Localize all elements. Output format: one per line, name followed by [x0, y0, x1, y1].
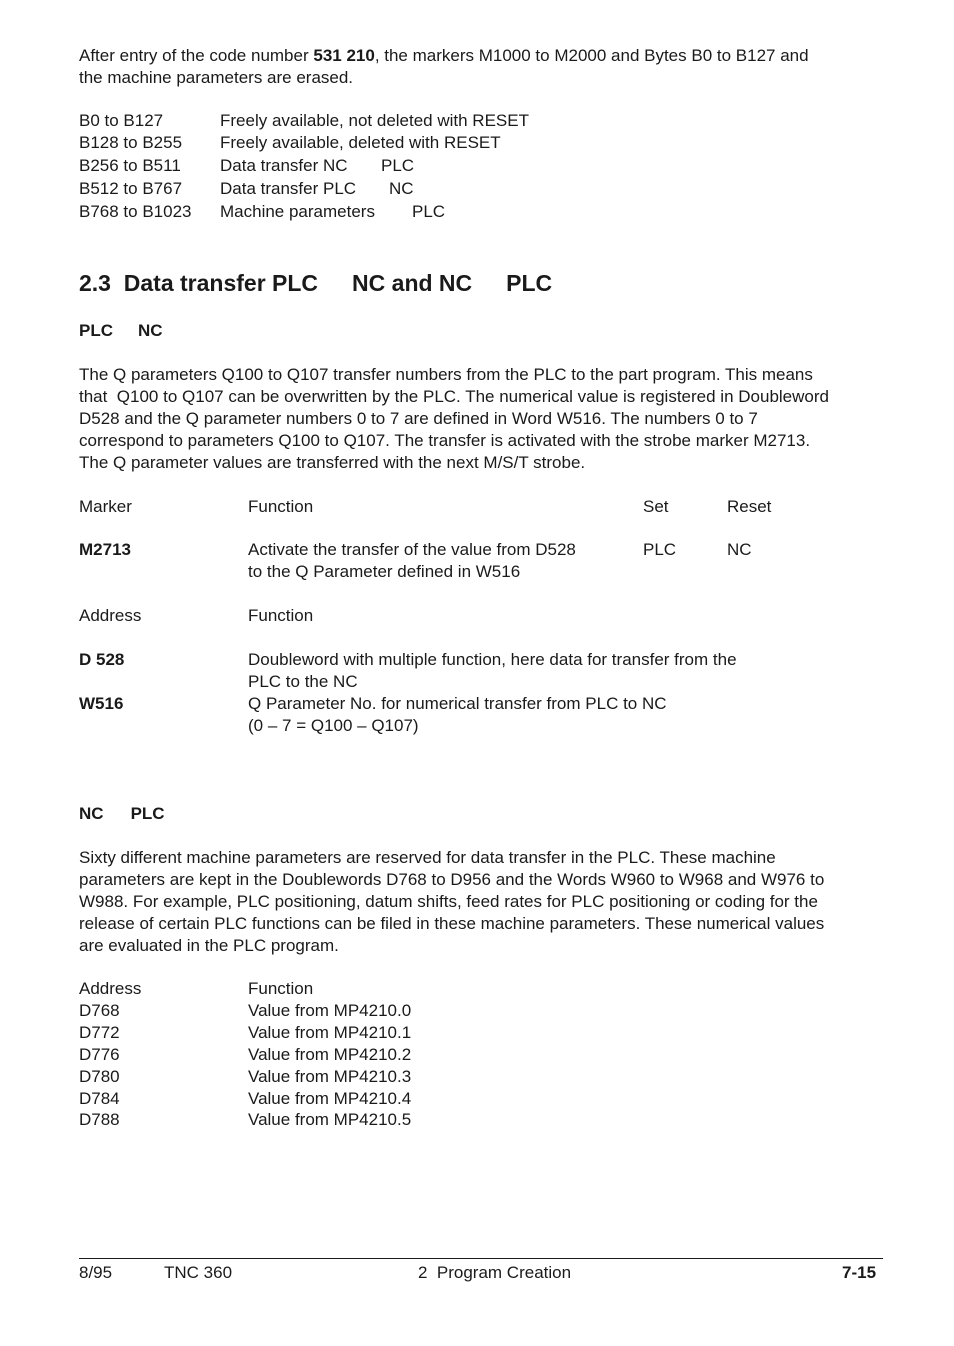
subheading-part: PLC [79, 321, 113, 340]
address-function-line2: (0 – 7 = Q100 – Q107) [248, 716, 419, 735]
col-set: Set [643, 497, 669, 516]
mp-table-header [79, 978, 879, 1000]
mp-function: Value from MP4210.1 [248, 1023, 412, 1042]
byte-row [79, 178, 879, 200]
byte-range: B768 to B1023 [79, 202, 192, 221]
subheading-nc-plc [79, 803, 165, 825]
section-title-a: Data transfer PLC [123, 270, 319, 296]
mp-function: Value from MP4210.3 [248, 1067, 412, 1086]
section-number: 2.3 [79, 270, 111, 296]
address-id: W516 [79, 694, 124, 713]
marker-id: M2713 [79, 540, 131, 559]
byte-range: B128 to B255 [79, 133, 183, 152]
mp-function: Value from MP4210.0 [248, 1001, 412, 1020]
intro-paragraph [79, 45, 879, 89]
footer-chapter: 2 Program Creation [418, 1263, 572, 1282]
mp-table-row [79, 1109, 879, 1131]
para-line: The Q parameters Q100 to Q107 transfer numbers from the PLC to the part program. This means [79, 365, 813, 384]
mp-address: D772 [79, 1023, 120, 1042]
footer-date: 8/95 [79, 1263, 113, 1282]
code-number: 531 210 [313, 46, 375, 65]
byte-range: B256 to B511 [79, 156, 181, 175]
mp-address: D788 [79, 1110, 120, 1129]
col-address: Address [79, 606, 142, 625]
mp-address: D768 [79, 1001, 120, 1020]
footer-model: TNC 360 [164, 1263, 233, 1282]
nc-plc-paragraph [79, 847, 879, 957]
para-line: release of certain PLC functions can be filed in these machine parameters. These numerical values [79, 914, 825, 933]
section-title-c: PLC [506, 270, 553, 296]
para-line: that Q100 to Q107 can be overwritten by the PLC. The numerical value is registered in Doubleword [79, 387, 829, 406]
mp-table-row [79, 1044, 879, 1066]
subheading-part: NC [79, 804, 104, 823]
address-table-header [79, 605, 879, 627]
col-reset: Reset [727, 497, 772, 516]
byte-row [79, 201, 879, 223]
mp-table-row [79, 1022, 879, 1044]
marker-reset: NC [727, 540, 752, 559]
address-function-line1: Q Parameter No. for numerical transfer from PLC to NC [248, 694, 667, 713]
para-line: parameters are kept in the Doublewords D768 to D956 and the Words W960 to W968 and W976 to [79, 870, 825, 889]
mp-address: D784 [79, 1089, 120, 1108]
para-line: W988. For example, PLC positioning, datum shifts, feed rates for PLC positioning or coding for the [79, 892, 818, 911]
byte-desc: Freely available, deleted with RESET [220, 133, 501, 152]
byte-direction: PLC [381, 156, 415, 175]
para-line: D528 and the Q parameter numbers 0 to 7 are defined in Word W516. The numbers 0 to 7 [79, 409, 758, 428]
byte-direction: PLC [412, 202, 446, 221]
address-function-line2: PLC to the NC [248, 672, 358, 691]
para-line: The Q parameter values are transferred with the next M/S/T strobe. [79, 453, 586, 472]
byte-range: B512 to B767 [79, 179, 183, 198]
marker-table-header [79, 496, 879, 518]
address-row [79, 693, 879, 737]
footer-page-number: 7-15 [842, 1263, 877, 1282]
subheading-part: NC [138, 321, 163, 340]
intro-text-cont: , the markers M1000 to M2000 and Bytes B0 to B127 and [374, 46, 809, 65]
intro-text: After entry of the code number [79, 46, 314, 65]
col-function: Function [248, 606, 314, 625]
address-id: D 528 [79, 650, 125, 669]
subheading-part: PLC [130, 804, 165, 823]
col-function: Function [248, 979, 314, 998]
subheading-plc-nc [79, 320, 163, 342]
section-title-b: NC and NC [352, 270, 473, 296]
mp-function: Value from MP4210.4 [248, 1089, 412, 1108]
byte-desc: Machine parameters [220, 202, 375, 221]
marker-function-line2: to the Q Parameter defined in W516 [248, 562, 521, 581]
marker-set: PLC [643, 540, 677, 559]
address-row [79, 649, 879, 693]
col-function: Function [248, 497, 314, 516]
para-line: are evaluated in the PLC program. [79, 936, 339, 955]
byte-desc: Data transfer PLC [220, 179, 357, 198]
byte-row [79, 132, 879, 154]
para-line: Sixty different machine parameters are reserved for data transfer in the PLC. These machine [79, 848, 776, 867]
intro-line-2: the machine parameters are erased. [79, 68, 354, 87]
para-line: correspond to parameters Q100 to Q107. The transfer is activated with the strobe marker M2713. [79, 431, 811, 450]
mp-address: D776 [79, 1045, 120, 1064]
mp-table-row [79, 1066, 879, 1088]
byte-desc: Freely available, not deleted with RESET [220, 111, 529, 130]
col-marker: Marker [79, 497, 132, 516]
byte-direction: NC [389, 179, 414, 198]
col-address: Address [79, 979, 142, 998]
section-heading [79, 269, 552, 297]
mp-table-row [79, 1000, 879, 1022]
mp-function: Value from MP4210.2 [248, 1045, 412, 1064]
address-function-line1: Doubleword with multiple function, here data for transfer from the [248, 650, 737, 669]
plc-nc-paragraph [79, 364, 879, 474]
marker-row [79, 539, 879, 583]
byte-row [79, 110, 879, 132]
byte-row [79, 155, 879, 177]
mp-function: Value from MP4210.5 [248, 1110, 412, 1129]
mp-address: D780 [79, 1067, 120, 1086]
byte-desc: Data transfer NC [220, 156, 348, 175]
footer-rule [79, 1258, 883, 1259]
mp-table-row [79, 1088, 879, 1110]
marker-function-line1: Activate the transfer of the value from D528 [248, 540, 576, 559]
byte-range: B0 to B127 [79, 111, 164, 130]
